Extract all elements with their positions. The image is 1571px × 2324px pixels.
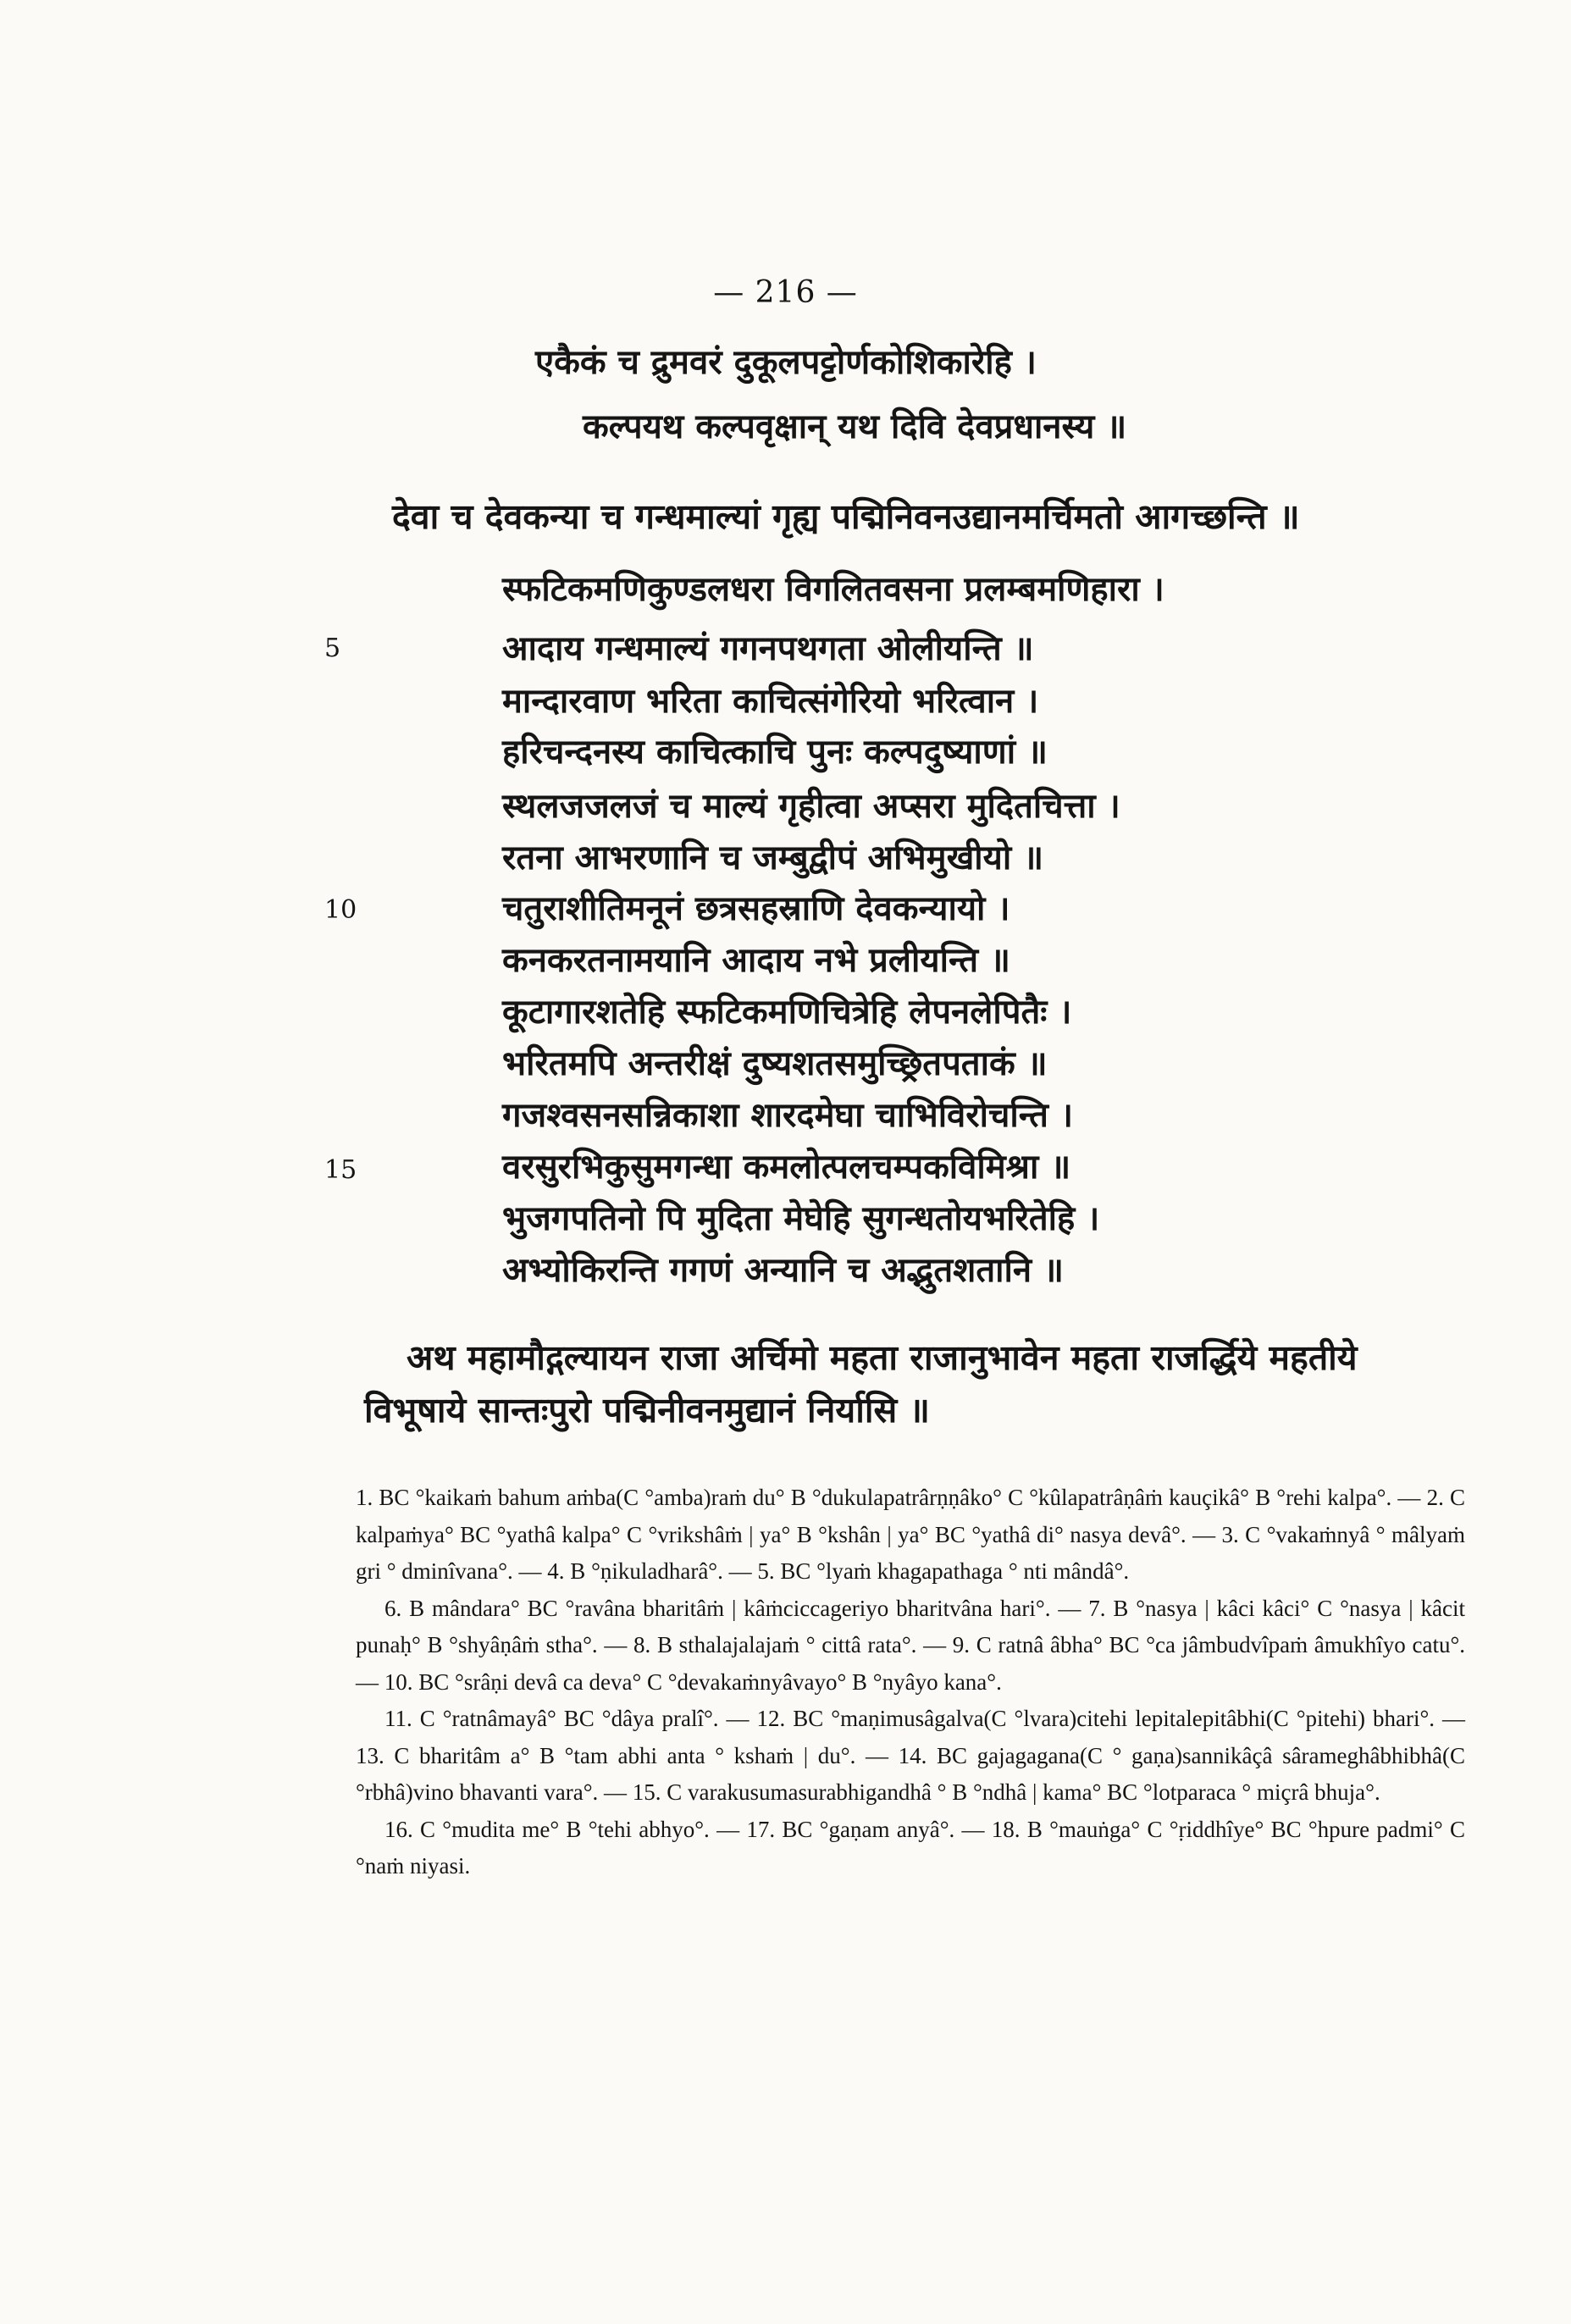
line-number: 15 <box>324 1155 357 1185</box>
prose-paragraph: अथ महामौद्गल्यायन राजा अर्चिमो महता राजानुभावेन महता राजर्द्धिये महतीये विभूषाये सान्तःपुरो पद्मिनीवनमुद्यानं निर्यासि ॥ <box>364 1337 1358 1430</box>
prose-line: देवा च देवकन्या च गन्धमाल्यां गृह्य पद्मिनिवनउद्यानमर्चिमतो आगच्छन्ति ॥ <box>392 496 1300 537</box>
verse-line: स्फटिकमणिकुण्डलधरा विगलितवसना प्रलम्बमणिहारा । <box>502 570 1164 609</box>
page-number: — 216 — <box>713 275 858 310</box>
footnote-paragraph: 6. B mândara° BC °ravâna bharitâṁ | kâṁciccageriyo bharitvâna hari°. — 7. B °nasya | kâci kâci° C °nasya | kâcit punaḥ° B °shyâṇâṁ stha°. — 8. B sthalajalajaṁ ° cittâ rata°. — 9. C ratnâ âbha° BC °ca jâmbudvîpaṁ âmukhîyo catu°. — 10. BC °srâṇi devâ ca deva° C °devakaṁnyâvayo° B °nyâyo kana°. <box>356 1595 1465 1695</box>
line-number: 5 <box>324 634 341 663</box>
verse-line: कनकरतनामयानि आदाय नभे प्रलीयन्ति ॥ <box>502 941 1010 980</box>
footnote-paragraph: 16. C °mudita me° B °tehi abhyo°. — 17. BC °gaṇam anyâ°. — 18. B °mauṅga° C °ṛiddhîye° BC °hpure padmi° C °naṁ niyasi. <box>356 1816 1465 1879</box>
verse-line: एकैकं च द्रुमवरं दुकूलपट्टोर्णकोशिकारेहि । <box>535 343 1037 382</box>
verse-line: स्थलजजलजं च माल्यं गृहीत्वा अप्सरा मुदितचित्ता । <box>502 787 1120 826</box>
verse-line: गजश्वसनसन्निकाशा शारदमेघा चाभिविरोचन्ति । <box>502 1096 1073 1135</box>
verse-line: कल्पयथ कल्पवृक्षान् यथ दिवि देवप्रधानस्य ॥ <box>583 407 1127 446</box>
verse-line: मान्दारवाण भरिता काचित्संगेरियो भरित्वान । <box>502 682 1039 721</box>
verse-line: आदाय गन्धमाल्यं गगनपथगता ओलीयन्ति ॥ <box>502 629 1034 668</box>
verse-line: अभ्योकिरन्ति गगणं अन्यानि च अद्भुतशतानि ॥ <box>502 1251 1064 1290</box>
verse-line: रतना आभरणानि च जम्बुद्वीपं अभिमुखीयो ॥ <box>502 838 1044 877</box>
verse-line: हरिचन्दनस्य काचित्काचि पुनः कल्पदुष्याणां ॥ <box>502 733 1048 772</box>
verse-line: कूटागारशतेहि स्फटिकमणिचित्रेहि लेपनलेपितैः । <box>502 993 1072 1032</box>
footnote-paragraph: 1. BC °kaikaṁ bahum aṁba(C °amba)raṁ du° B °dukulapatrârṇṇâko° C °kûlapatrâṇâṁ kauçikâ° B °rehi kalpa°. — 2. C kalpaṁya° BC °yathâ kalpa° C °vrikshâṁ | ya° B °kshân | ya° BC °yathâ di° nasya devâ°. — 3. C °vakaṁnyâ ° mâlyaṁ gri ° dminîvana°. — 4. B °ṇikuladharâ°. — 5. BC °lyaṁ khagapathaga ° nti mândâ°. <box>356 1485 1465 1584</box>
verse-line: वरसुरभिकुसुमगन्धा कमलोत्पलचम्पकविमिश्रा ॥ <box>502 1148 1071 1187</box>
verse-line: भरितमपि अन्तरीक्षं दुष्यशतसमुच्छ्रितपताकं ॥ <box>502 1044 1048 1083</box>
footnote-paragraph: 11. C °ratnâmayâ° BC °dâya pralî°. — 12. BC °maṇimusâgalva(C °lvara)citehi lepitalepitâbhi(C °pitehi) bhari°. — 13. C bharitâm a° B °tam abhi anta ° kshaṁ | du°. — 14. BC gajagagana(C ° gaṇa)sannikâçâ sârameghâbhibhâ(C °rbhâ)vino bhavanti vara°. — 15. C varakusumasurabhigandhâ ° B °ndhâ | kama° BC °lotparaca ° miçrâ bhuja°. <box>356 1706 1465 1805</box>
verse-line: भुजगपतिनो पि मुदिता मेघेहि सुगन्धतोयभरितेहि । <box>502 1199 1100 1238</box>
line-number: 10 <box>324 895 357 925</box>
verse-line: चतुराशीतिमनूनं छत्रसहस्राणि देवकन्यायो । <box>502 889 1010 928</box>
footnotes <box>356 1480 1465 1885</box>
